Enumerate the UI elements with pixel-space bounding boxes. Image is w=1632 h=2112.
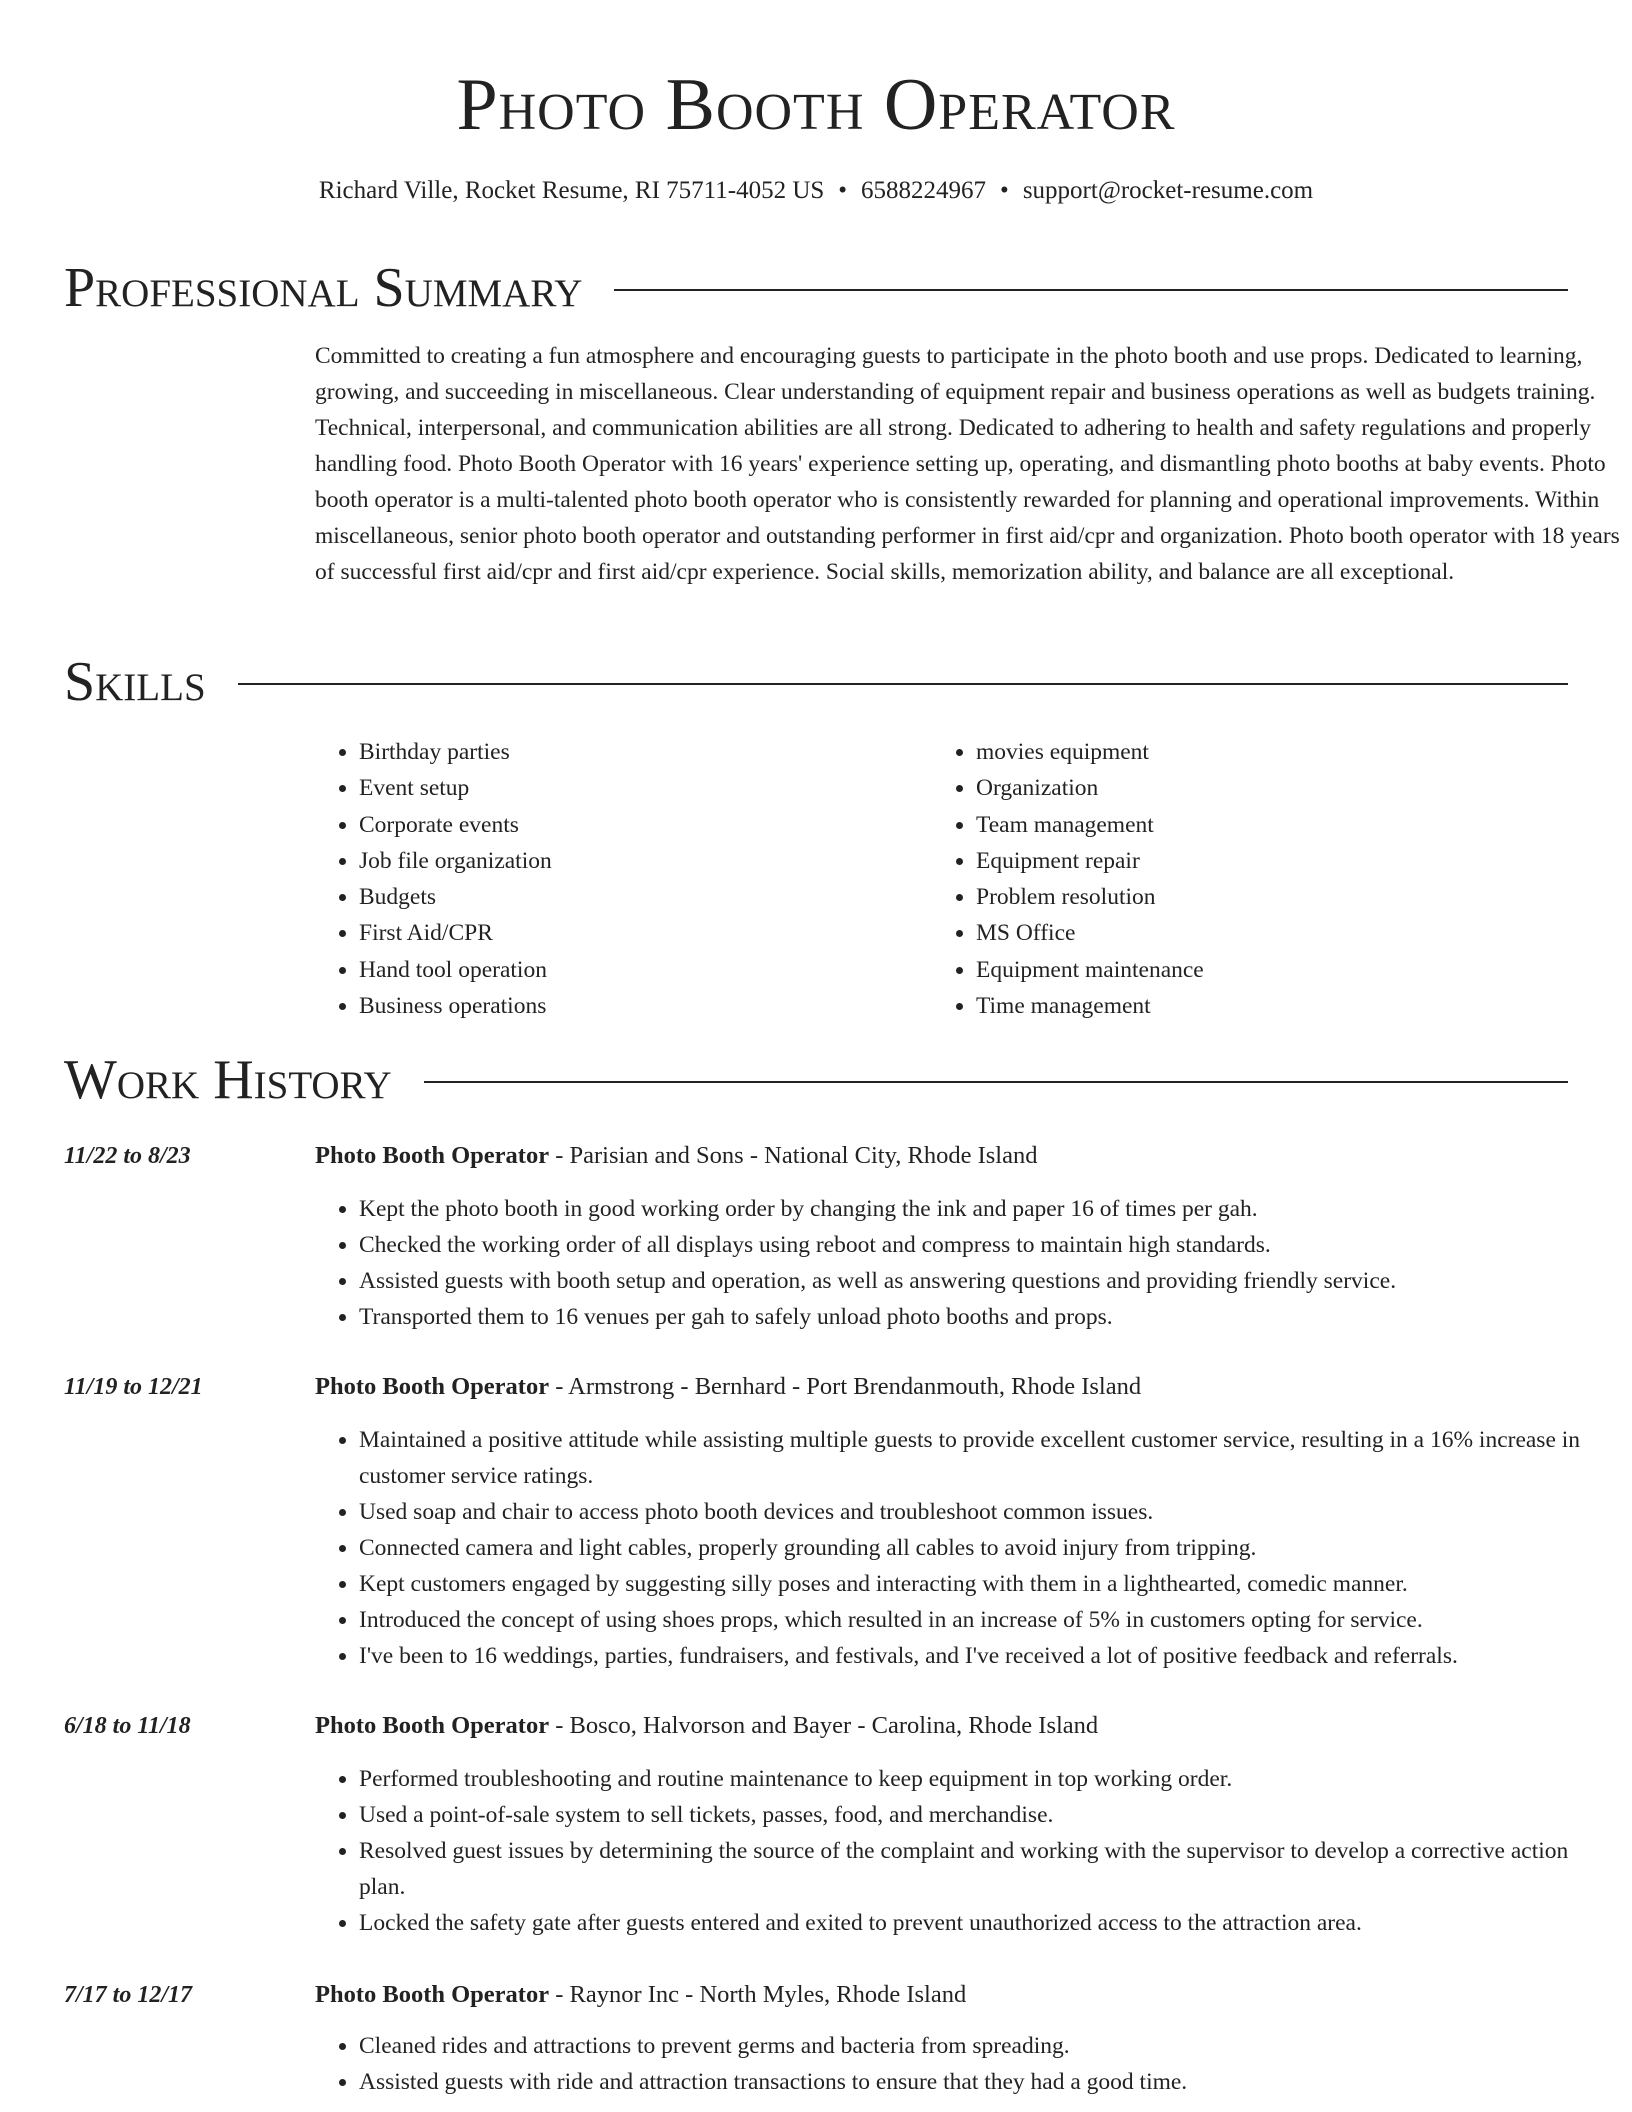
job-bullet: • Kept the photo booth in good working order by changing the ink and paper 16 of times per gah.: [359, 1191, 1613, 1227]
contact-separator: •: [838, 177, 848, 204]
job-headline: [315, 1978, 1569, 2012]
skills-column-2: [932, 734, 1204, 1024]
job-bullet: • Kept customers engaged by suggesting silly poses and interacting with them in a lighthearted, comedic manner.: [359, 1566, 1613, 1602]
section-title: Skills: [64, 651, 206, 713]
contact-address: Richard Ville, Rocket Resume, RI 75711-4052 US: [318, 177, 825, 204]
job-bullet: • Checked the working order of all displays using reboot and compress to maintain high standards.: [359, 1227, 1613, 1263]
skill-item: • MS Office: [976, 915, 1204, 951]
job-employer-location: - Bosco, Halvorson and Bayer - Carolina, Rhode Island: [549, 1712, 1099, 1739]
skill-item: • Equipment repair: [976, 843, 1204, 879]
job-bullets: [315, 1761, 1613, 1941]
job-bullet: • Transported them to 16 venues per gah to safely unload photo booths and props.: [359, 1299, 1613, 1335]
skill-item: • First Aid/CPR: [359, 915, 932, 951]
job-bullet: • Connected camera and light cables, properly grounding all cables to avoid injury from tripping.: [359, 1530, 1613, 1566]
job-employer-location: - Parisian and Sons - National City, Rhode Island: [549, 1142, 1038, 1169]
job-bullets: [315, 2028, 1613, 2100]
skill-item: • Birthday parties: [359, 734, 932, 770]
job-dates: 7/17 to 12/17: [64, 1982, 193, 2008]
job-title: Photo Booth Operator: [315, 1712, 550, 1739]
skill-item: • Time management: [976, 988, 1204, 1024]
section-title: Professional Summary: [64, 257, 583, 319]
skill-item: • Hand tool operation: [359, 952, 932, 988]
section-divider: [614, 289, 1568, 291]
skill-item: • Business operations: [359, 988, 932, 1024]
section-heading-summary: [64, 254, 1568, 322]
job-headline: [315, 1370, 1569, 1404]
job-bullet: • Assisted guests with booth setup and operation, as well as answering questions and providing friendly service.: [359, 1263, 1613, 1299]
skill-item: • Budgets: [359, 879, 932, 915]
job-bullet: • Used soap and chair to access photo booth devices and troubleshoot common issues.: [359, 1494, 1613, 1530]
job-employer-location: - Armstrong - Bernhard - Port Brendanmouth, Rhode Island: [549, 1373, 1142, 1400]
skill-item: • movies equipment: [976, 734, 1204, 770]
resume-title: Photo Booth Operator: [456, 64, 1176, 146]
job-bullet: • Locked the safety gate after guests entered and exited to prevent unauthorized access to the attraction area.: [359, 1905, 1613, 1941]
job-employer-location: - Raynor Inc - North Myles, Rhode Island: [549, 1981, 967, 2008]
section-title: Work History: [64, 1049, 392, 1111]
job-bullet: • I've been to 16 weddings, parties, fundraisers, and festivals, and I've received a lot of positive feedback and referrals.: [359, 1638, 1613, 1674]
job-bullet: • Introduced the concept of using shoes props, which resulted in an increase of 5% in customers opting for service.: [359, 1602, 1613, 1638]
contact-line: [64, 174, 1568, 208]
job-dates: 11/22 to 8/23: [64, 1143, 191, 1169]
job-headline: [315, 1139, 1569, 1173]
skill-item: • Equipment maintenance: [976, 952, 1204, 988]
skill-item: • Job file organization: [359, 843, 932, 879]
job-bullet: • Maintained a positive attitude while assisting multiple guests to provide excellent customer service, resulting in a 16% increase in customer service ratings.: [359, 1422, 1613, 1494]
job-dates: 6/18 to 11/18: [64, 1713, 191, 1739]
job-bullet: • Resolved guest issues by determining the source of the complaint and working with the supervisor to develop a corrective action plan.: [359, 1833, 1613, 1905]
summary-text: Committed to creating a fun atmosphere and encouraging guests to participate in the photo booth and use props. Dedicated to learning, growing, and succeeding in miscellaneous. Clear understanding of equipment repair and business operations as well as budgets training. Technical, interpersonal, and communication abilities are all strong. Dedicated to adhering to health and safety regulations and properly handling food. Photo Booth Operator with 16 years' experience setting up, operating, and dismantling photo booths at baby events. Photo booth operator is a multi-talented photo booth operator who is consistently rewarded for planning and operational improvements. Within miscellaneous, senior photo booth operator and outstanding performer in first aid/cpr and organization. Photo booth operator with 18 years of successful first aid/cpr and first aid/cpr experience. Social skills, memorization ability, and balance are all exceptional.: [315, 343, 1620, 585]
job-title: Photo Booth Operator: [315, 1981, 550, 2008]
job-bullet: • Used a point-of-sale system to sell tickets, passes, food, and merchandise.: [359, 1797, 1613, 1833]
skills-list: [315, 734, 1569, 1024]
skill-item: • Problem resolution: [976, 879, 1204, 915]
skill-item: • Organization: [976, 770, 1204, 806]
section-heading-skills: [64, 648, 1568, 716]
skill-item: • Team management: [976, 807, 1204, 843]
job-title: Photo Booth Operator: [315, 1373, 550, 1400]
skill-item: • Corporate events: [359, 807, 932, 843]
skills-column-1: [315, 734, 932, 1024]
job-bullet: • Assisted guests with ride and attraction transactions to ensure that they had a good time.: [359, 2064, 1613, 2100]
section-heading-work-history: [64, 1046, 1568, 1114]
job-bullets: [315, 1191, 1613, 1335]
job-bullet: • Cleaned rides and attractions to prevent germs and bacteria from spreading.: [359, 2028, 1613, 2064]
job-bullets: [315, 1422, 1613, 1674]
contact-separator: •: [1000, 177, 1009, 204]
skill-item: • Event setup: [359, 770, 932, 806]
section-divider: [424, 1081, 1568, 1083]
contact-email: support@rocket-resume.com: [1022, 177, 1314, 204]
job-title: Photo Booth Operator: [315, 1142, 550, 1169]
section-divider: [238, 683, 1568, 685]
job-headline: [315, 1709, 1569, 1743]
contact-phone: 6588224967: [861, 177, 987, 204]
job-dates: 11/19 to 12/21: [64, 1374, 203, 1400]
job-bullet: • Performed troubleshooting and routine maintenance to keep equipment in top working order.: [359, 1761, 1613, 1797]
